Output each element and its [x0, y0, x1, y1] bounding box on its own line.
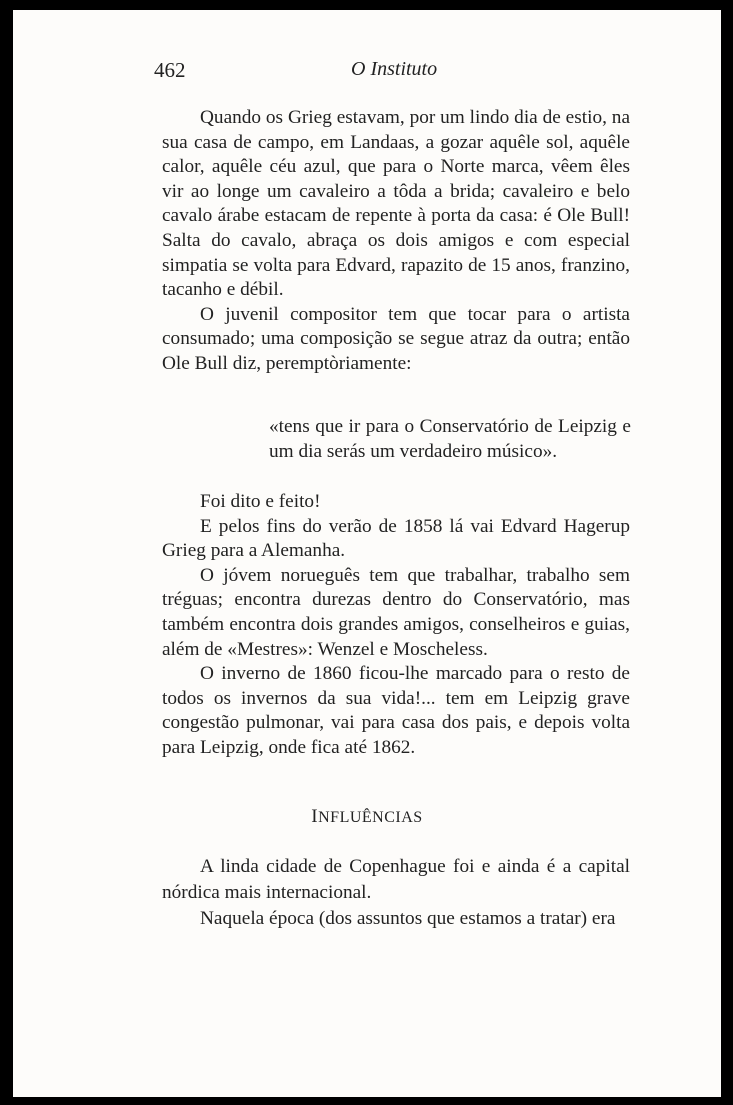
section-heading-initial: I [311, 806, 319, 827]
paragraph: O juvenil compositor tem que tocar para o artista consumado; uma composição se segue atraz da outra; então Ole Bull diz, peremptòriamente: [162, 303, 630, 374]
body-text-middle [162, 490, 630, 761]
section-heading-rest: NFLUÊNCIAS [318, 809, 423, 826]
quotation-text: «tens que ir para o Conservatório de Leipzig e um dia serás um verdadeiro músico». [269, 416, 631, 462]
running-title: O Instituto [351, 58, 438, 80]
body-text-bottom [162, 854, 630, 932]
section-heading [13, 806, 721, 828]
paragraph: A linda cidade de Copenhague foi e ainda é a capital nórdica mais internacional. [162, 856, 630, 903]
paragraph: Naquela época (dos assuntos que estamos a tratar) era [200, 908, 616, 929]
page-header [13, 58, 721, 88]
paragraph: Foi dito e feito! [200, 491, 321, 512]
document-page [13, 10, 721, 1097]
paragraph: Quando os Grieg estavam, por um lindo dia de estio, na sua casa de campo, em Landaas, a gozar aquêle sol, aquêle calor, aquêle céu azul, que para o Norte marca, vêem êles vir ao longe um cavaleiro a tôda a brida; cavaleiro e belo cavalo árabe estacam de repente à porta da casa: é Ole Bull! Salta do cavalo, abraça os dois amigos e com especial simpatia se volta para Edvard, rapazito de 15 anos, franzino, tacanho e débil. [162, 107, 630, 301]
paragraph: O inverno de 1860 ficou-lhe marcado para o resto de todos os invernos da sua vida!... tem em Leipzig grave congestão pulmonar, vai para casa dos pais, e depois volta para Leipzig, onde fica até 1862. [162, 663, 630, 758]
page-number: 462 [154, 58, 186, 82]
body-text-top [162, 106, 630, 377]
quotation [269, 415, 631, 464]
paragraph: O jóvem norueguês tem que trabalhar, trabalho sem tréguas; encontra durezas dentro do Conservatório, mas também encontra dois grandes amigos, conselheiros e guias, além de «Mestres»: Wenzel e Moscheless. [162, 564, 630, 660]
paragraph: E pelos fins do verão de 1858 lá vai Edvard Hagerup Grieg para a Alemanha. [162, 515, 630, 562]
